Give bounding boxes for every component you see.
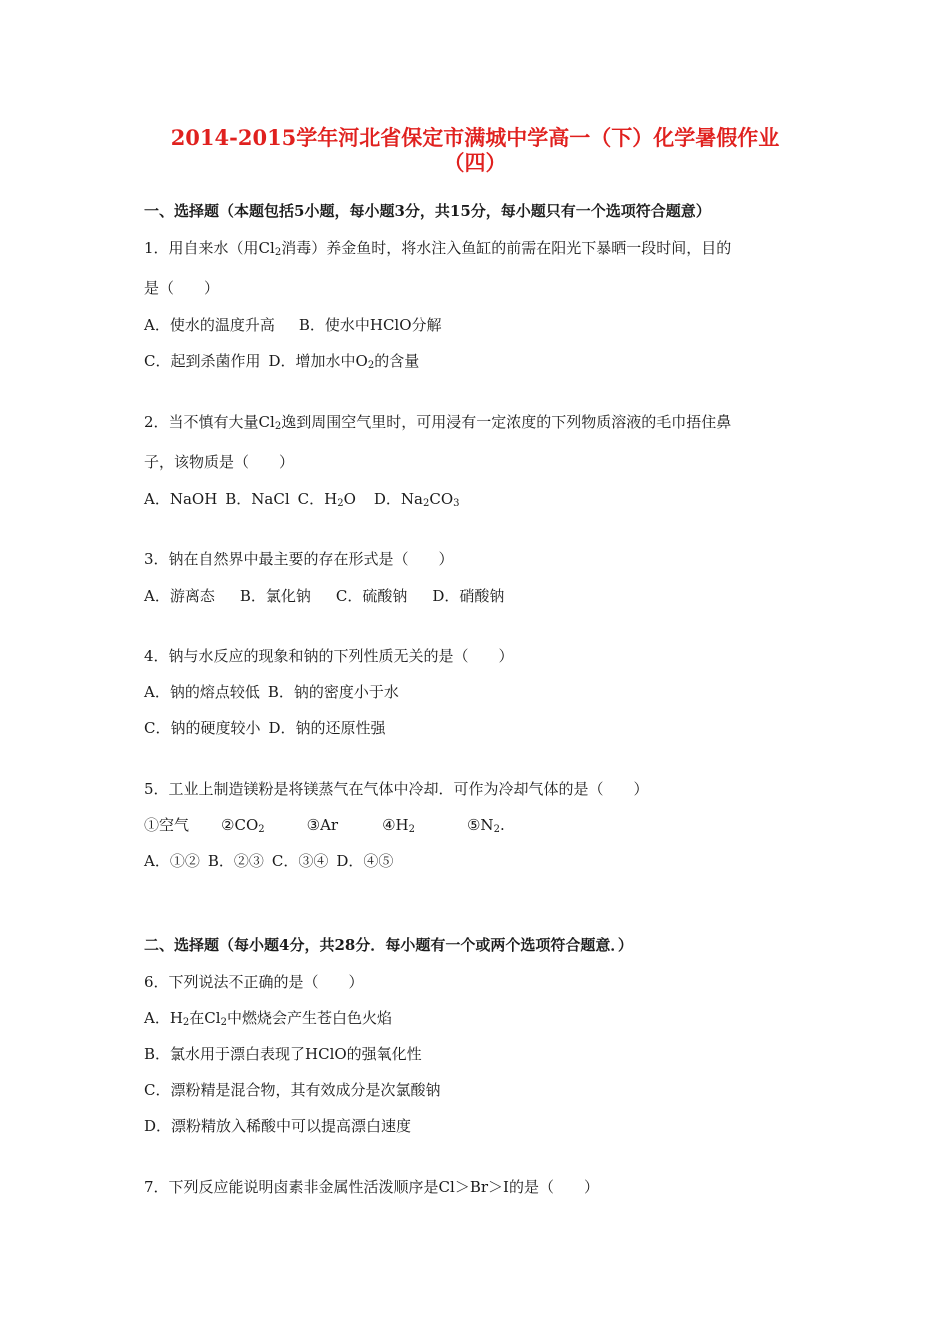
option-c: C．钠的硬度较小 xyxy=(144,719,261,737)
option-c: C．起到杀菌作用 xyxy=(144,352,261,370)
option-d: D．$Na_2CO_3$ xyxy=(373,490,460,509)
option-a: A．钠的熔点较低 xyxy=(144,683,260,701)
option-c: C．③④ xyxy=(271,852,329,870)
question-5-options xyxy=(144,851,393,871)
option-a: A．①② xyxy=(144,852,200,870)
question-7-stem: 7．下列反应能说明卤素非金属性活泼顺序是Cl＞Br＞I的是（ ） xyxy=(144,1178,599,1196)
item-4: $④H_2$ xyxy=(382,816,415,835)
option-b: B．②③ xyxy=(207,852,264,870)
item-1: ①空气 xyxy=(144,816,190,834)
option-b: B．氯化钠 xyxy=(239,587,311,605)
item-3: ③Ar xyxy=(306,816,339,834)
question-4-options-row2 xyxy=(144,718,386,738)
question-1-options-row2 xyxy=(144,351,419,371)
question-6-option-b: B．氯水用于漂白表现了HClO的强氧化性 xyxy=(144,1045,422,1063)
question-4-options-row1 xyxy=(144,682,399,702)
question-5-items xyxy=(144,815,505,835)
question-5-stem: 5．工业上制造镁粉是将镁蒸气在气体中冷却．可作为冷却气体的是（ ） xyxy=(144,780,649,798)
option-b: B．钠的密度小于水 xyxy=(267,683,399,701)
question-2-options xyxy=(144,489,460,509)
option-d: D．增加水中$O_2$的含量 xyxy=(268,352,420,371)
question-3-options xyxy=(144,586,504,606)
document-title-suffix: （四） xyxy=(443,150,507,175)
option-c: C．硫酸钠 xyxy=(335,587,408,605)
section-heading-2: 二、选择题（每小题4分，共28分．每小题有一个或两个选项符合题意．） xyxy=(144,936,633,954)
option-c: C．$H_2O$ xyxy=(297,490,356,509)
section-heading-1: 一、选择题（本题包括5小题，每小题3分，共15分，每小题只有一个选项符合题意） xyxy=(144,202,711,220)
option-a: A．使水的温度升高 xyxy=(144,316,275,334)
question-2-stem: 2．当不慎有大量$Cl_2$逸到周围空气里时，可用浸有一定浓度的下列物质溶液的毛巾捂住鼻 xyxy=(144,413,732,432)
question-1-options-row1 xyxy=(144,315,442,335)
item-2: $②CO_2$ xyxy=(221,816,265,835)
option-d: D．④⑤ xyxy=(336,852,394,870)
question-1-stem-cont: 是（ ） xyxy=(144,279,220,297)
item-5: $⑤N_2$. xyxy=(466,816,505,835)
question-6-option-d: D．漂粉精放入稀酸中可以提高漂白速度 xyxy=(144,1117,412,1135)
option-a: A．NaOH xyxy=(144,490,218,508)
option-b: B．NaCl xyxy=(225,490,290,508)
question-6-option-c: C．漂粉精是混合物，其有效成分是次氯酸钠 xyxy=(144,1081,441,1099)
option-a: A．游离态 xyxy=(144,587,215,605)
option-d: D．硝酸钠 xyxy=(432,587,505,605)
question-6-option-a: A．$H_2$在$Cl_2$中燃烧会产生苍白色火焰 xyxy=(144,1009,392,1028)
question-3-stem: 3．钠在自然界中最主要的存在形式是（ ） xyxy=(144,550,454,568)
question-6-stem: 6．下列说法不正确的是（ ） xyxy=(144,973,364,991)
document-title: 2014-2015学年河北省保定市满城中学高一（下）化学暑假作业 xyxy=(170,125,780,150)
question-4-stem: 4．钠与水反应的现象和钠的下列性质无关的是（ ） xyxy=(144,647,514,665)
option-d: D．钠的还原性强 xyxy=(268,719,386,737)
question-1-stem: 1．用自来水（用$Cl_2$消毒）养金鱼时，将水注入鱼缸的前需在阳光下暴晒一段时间，目的 xyxy=(144,239,732,258)
question-2-stem-cont: 子，该物质是（ ） xyxy=(144,453,295,471)
option-b: B．使水中HClO分解 xyxy=(298,316,442,334)
